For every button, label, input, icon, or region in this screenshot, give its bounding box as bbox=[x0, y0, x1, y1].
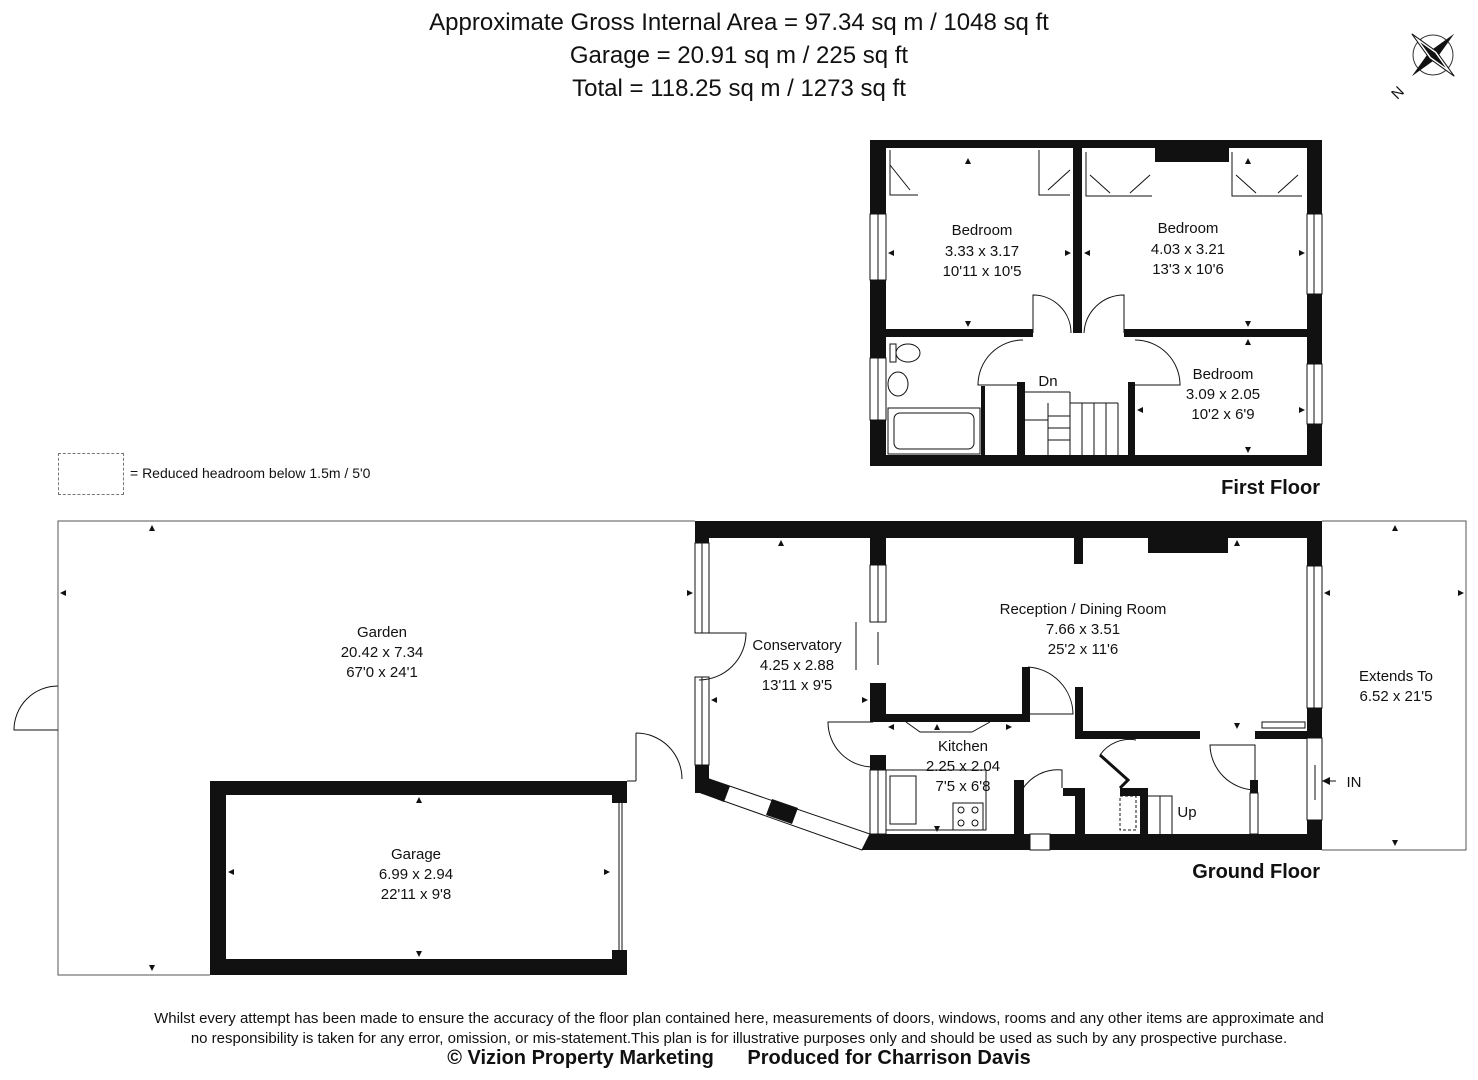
garage-name: Garage bbox=[390, 846, 442, 863]
bedroom-2-name: Bedroom bbox=[1157, 220, 1219, 237]
reception-name: Reception / Dining Room bbox=[999, 601, 1167, 618]
conservatory-imperial: 13'11 x 9'5 bbox=[761, 677, 833, 694]
garden-metric: 20.42 x 7.34 bbox=[340, 644, 424, 661]
bedroom-1-name: Bedroom bbox=[951, 222, 1013, 239]
credits bbox=[0, 1047, 1478, 1070]
bedroom-3-imperial: 10'2 x 6'9 bbox=[1191, 406, 1255, 423]
kitchen-name: Kitchen bbox=[937, 738, 989, 755]
kitchen-imperial: 7'5 x 6'8 bbox=[935, 778, 991, 795]
garage-area: Garage = 20.91 sq m / 225 sq ft bbox=[569, 42, 909, 69]
bedroom-1-metric: 3.33 x 3.17 bbox=[944, 243, 1020, 260]
garden-imperial: 67'0 x 24'1 bbox=[346, 664, 418, 681]
ground-floor-title: Ground Floor bbox=[1192, 861, 1320, 883]
bedroom-2-metric: 4.03 x 3.21 bbox=[1150, 241, 1226, 258]
entrance-label: IN bbox=[1346, 774, 1362, 791]
stairs-up-label: Up bbox=[1177, 804, 1197, 821]
extends-metric: 6.52 x 21'5 bbox=[1359, 688, 1433, 705]
extends-name: Extends To bbox=[1359, 668, 1433, 685]
conservatory-metric: 4.25 x 2.88 bbox=[759, 657, 835, 674]
bedroom-1-imperial: 10'11 x 10'5 bbox=[942, 263, 1022, 280]
bedroom-3-name: Bedroom bbox=[1192, 366, 1254, 383]
north-label: N bbox=[1388, 83, 1408, 103]
gross-internal-area: Approximate Gross Internal Area = 97.34 sq m / 1048 sq ft bbox=[429, 9, 1049, 36]
disclaimer bbox=[0, 1009, 1478, 1049]
copyright: © Vizion Property Marketing bbox=[447, 1047, 714, 1069]
bedroom-3-metric: 3.09 x 2.05 bbox=[1185, 386, 1261, 403]
garage-imperial: 22'11 x 9'8 bbox=[380, 886, 452, 903]
total-area: Total = 118.25 sq m / 1273 sq ft bbox=[572, 75, 906, 102]
stairs-down-label: Dn bbox=[1038, 373, 1058, 390]
disclaimer-line-2: no responsibility is taken for any error, omission, or mis-statement.This plan is for illustrative purposes only and should be used as such by any prospective purchase. bbox=[190, 1030, 1288, 1047]
disclaimer-line-1: Whilst every attempt has been made to ensure the accuracy of the floor plan contained here, measurements of doors, windows, rooms and any other items are approximate and bbox=[154, 1010, 1324, 1027]
reception-metric: 7.66 x 3.51 bbox=[1045, 621, 1121, 638]
kitchen-metric: 2.25 x 2.04 bbox=[925, 758, 1001, 775]
reduced-headroom-legend: = Reduced headroom below 1.5m / 5'0 bbox=[130, 465, 371, 481]
garage-metric: 6.99 x 2.94 bbox=[378, 866, 454, 883]
garden-name: Garden bbox=[356, 624, 408, 641]
compass-icon bbox=[1408, 30, 1457, 79]
conservatory-name: Conservatory bbox=[752, 637, 842, 654]
first-floor-plan bbox=[870, 140, 1322, 499]
reception-imperial: 25'2 x 11'6 bbox=[1047, 641, 1119, 658]
ground-floor-plan bbox=[14, 521, 1466, 975]
first-floor-title: First Floor bbox=[1221, 477, 1320, 499]
bedroom-2-imperial: 13'3 x 10'6 bbox=[1152, 261, 1224, 278]
produced-for: Produced for Charrison Davis bbox=[747, 1047, 1031, 1069]
